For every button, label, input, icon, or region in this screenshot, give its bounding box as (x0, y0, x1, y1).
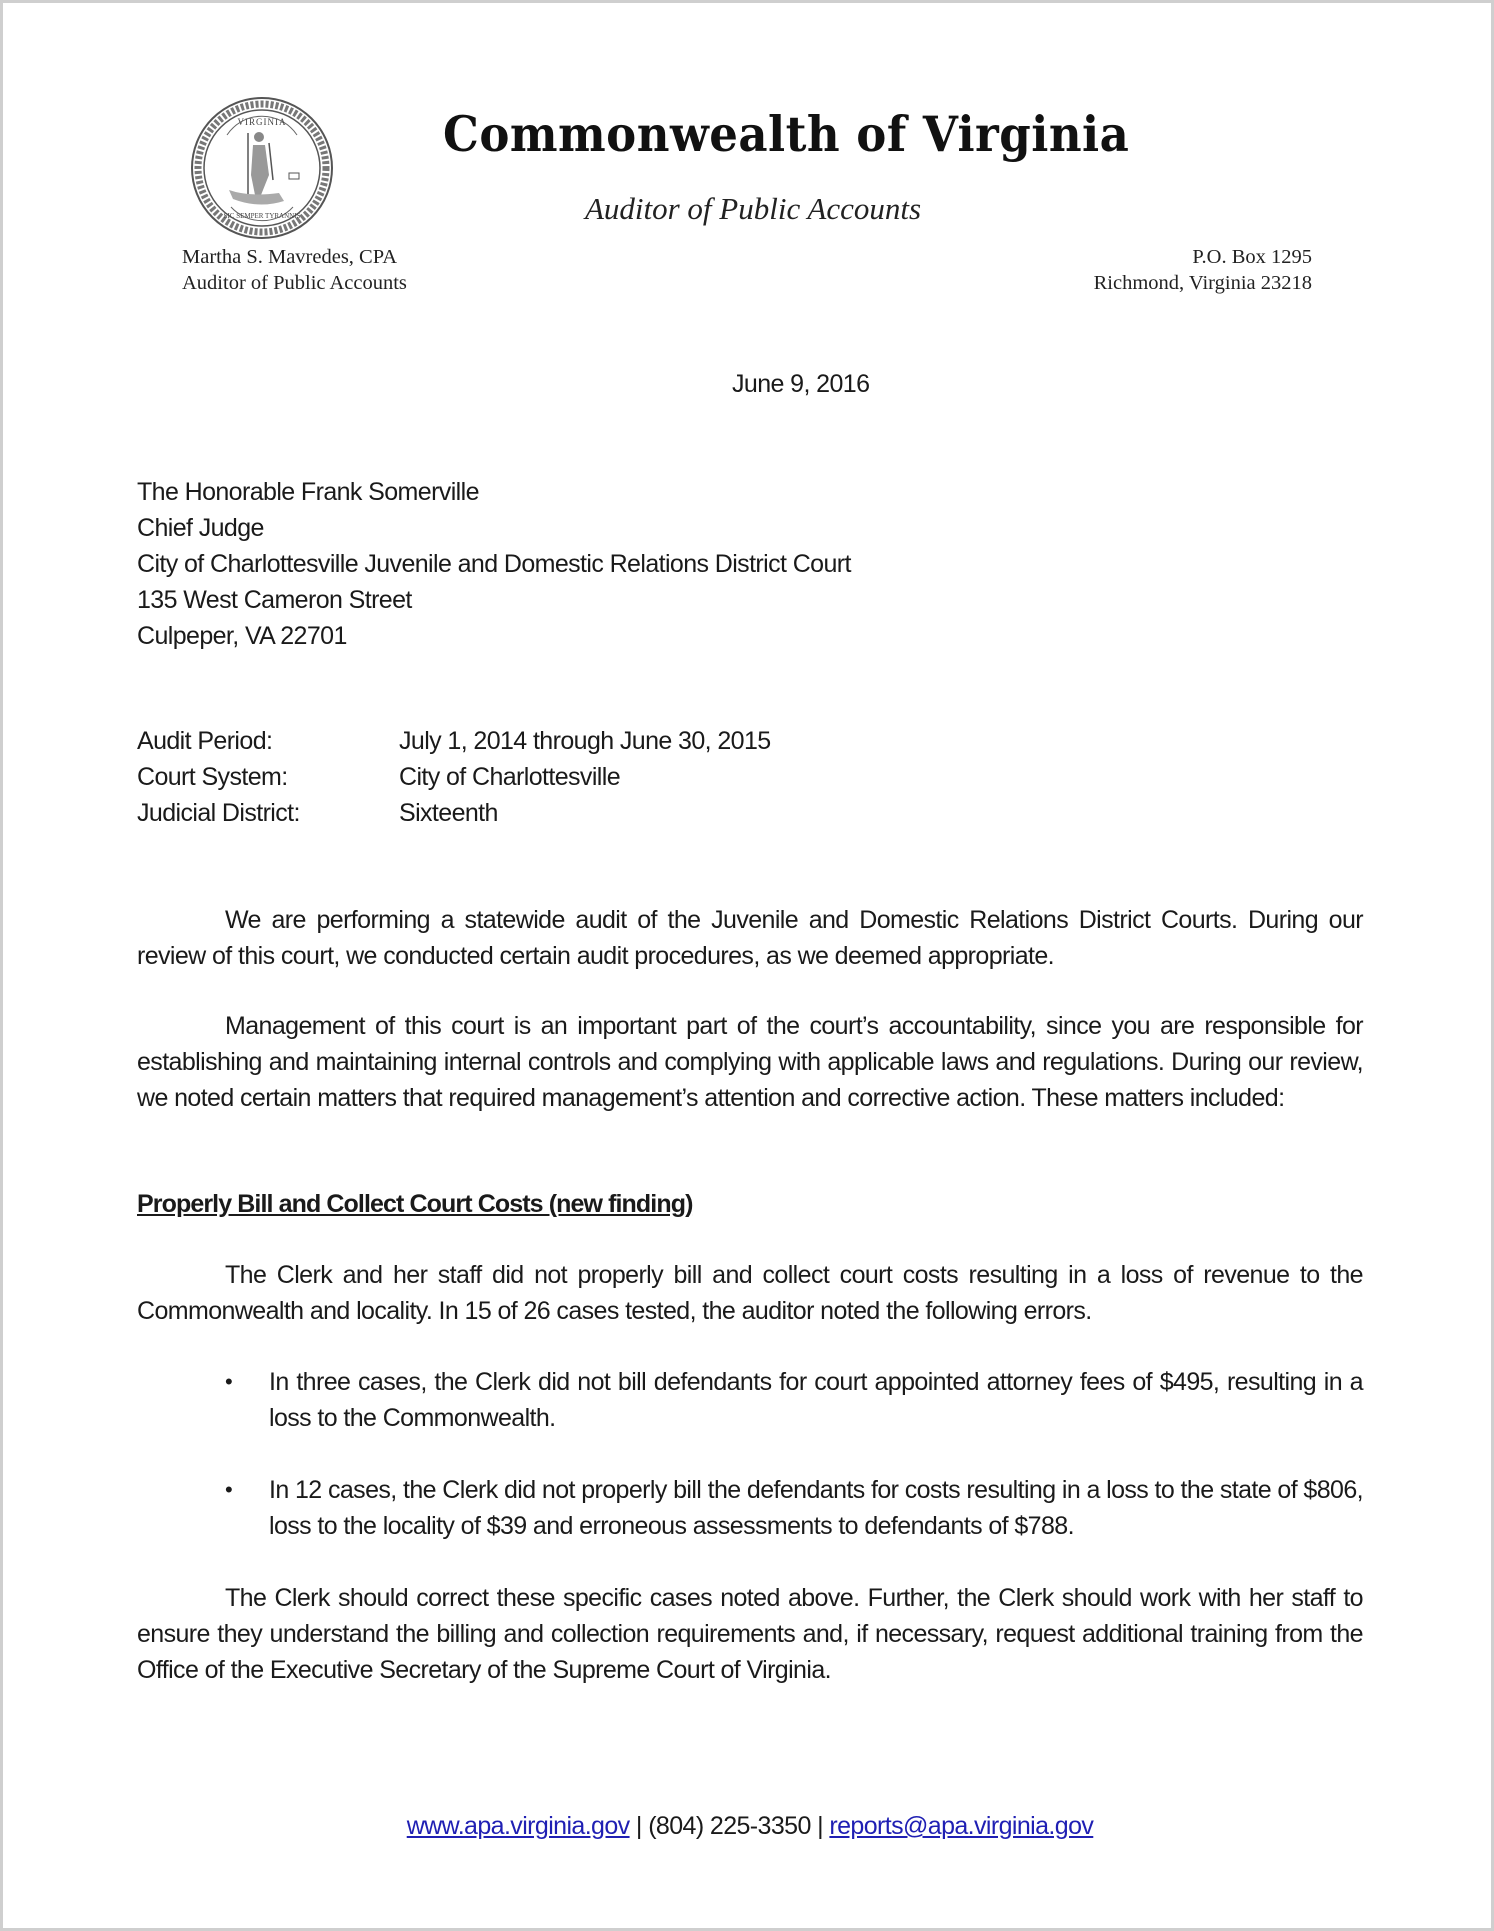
recipient-address (137, 474, 851, 654)
letterhead-subtitle: Auditor of Public Accounts (584, 191, 922, 226)
email-link[interactable]: reports@apa.virginia.gov (829, 1812, 1094, 1840)
recipient-court: City of Charlottesville Juvenile and Domestic Relations District Court (137, 550, 851, 578)
audit-details (137, 723, 771, 831)
paragraph-text: The Clerk should correct these specific cases noted above. Further, the Clerk should work with her staff to ensure they understand the billing and collection requirements and, if necessary, request additional training from the Office of the Executive Secretary of the Supreme Court of Virginia. (137, 1584, 1363, 1684)
letter-footer (3, 1808, 1494, 1844)
audit-period-row (137, 723, 771, 759)
meta-label: Court System: (137, 763, 288, 791)
auditor-name-block (182, 244, 407, 296)
virginia-seal-icon (189, 95, 335, 241)
finding-bullet (225, 1472, 1363, 1544)
meta-value: Sixteenth (399, 799, 498, 827)
court-system-row (137, 759, 771, 795)
meta-value: City of Charlottesville (399, 763, 621, 791)
recipient-name: The Honorable Frank Somerville (137, 478, 479, 506)
bullet-icon: • (225, 1477, 233, 1502)
intro-paragraph (137, 902, 1363, 974)
bullet-text: In 12 cases, the Clerk did not properly bill the defendants for costs resulting in a loss to the state of $806, loss to the locality of $39 and erroneous assessments to defendants of $788. (269, 1476, 1363, 1540)
office-address-block (1094, 244, 1312, 296)
auditor-title: Auditor of Public Accounts (182, 272, 407, 294)
letterhead-title: Commonwealth of Virginia (443, 105, 1130, 163)
meta-value: July 1, 2014 through June 30, 2015 (399, 727, 771, 755)
letter-date: June 9, 2016 (732, 370, 870, 398)
meta-label: Audit Period: (137, 727, 273, 755)
finding-bullet (225, 1364, 1363, 1436)
footer-separator: | (817, 1812, 824, 1840)
judicial-district-row (137, 795, 771, 831)
meta-label: Judicial District: (137, 799, 300, 827)
svg-text:SIC SEMPER TYRANNIS: SIC SEMPER TYRANNIS (223, 212, 301, 220)
bullet-icon: • (225, 1369, 233, 1394)
recipient-city: Culpeper, VA 22701 (137, 622, 347, 650)
paragraph-text: The Clerk and her staff did not properly bill and collect court costs resulting in a loss of revenue to the Commonwealth and locality. In 15 of 26 cases tested, the auditor noted the following errors. (137, 1261, 1363, 1325)
footer-separator: | (635, 1812, 642, 1840)
website-link[interactable]: www.apa.virginia.gov (406, 1812, 630, 1840)
management-paragraph (137, 1008, 1363, 1116)
finding-intro-paragraph (137, 1257, 1363, 1329)
bullet-text: In three cases, the Clerk did not bill defendants for court appointed attorney fees of $495, resulting in a loss to the Commonwealth. (269, 1368, 1363, 1432)
recipient-street: 135 West Cameron Street (137, 586, 412, 614)
finding-heading: Properly Bill and Collect Court Costs (new finding) (137, 1190, 693, 1218)
svg-text:VIRGINIA: VIRGINIA (237, 117, 287, 127)
recommendation-paragraph (137, 1580, 1363, 1688)
auditor-name: Martha S. Mavredes, CPA (182, 246, 398, 268)
po-box: P.O. Box 1295 (1192, 246, 1312, 268)
paragraph-text: Management of this court is an important part of the court’s accountability, since you are responsible for establishing and maintaining internal controls and complying with applicable laws and regulations. During our review, we noted certain matters that required management’s attention and corrective action. These matters included: (137, 1012, 1363, 1112)
city-state-zip: Richmond, Virginia 23218 (1093, 272, 1312, 294)
paragraph-text: We are performing a statewide audit of the Juvenile and Domestic Relations District Courts. During our review of this court, we conducted certain audit procedures, as we deemed appropriate. (137, 906, 1363, 970)
phone-number: (804) 225-3350 (648, 1812, 811, 1840)
recipient-title: Chief Judge (137, 514, 264, 542)
